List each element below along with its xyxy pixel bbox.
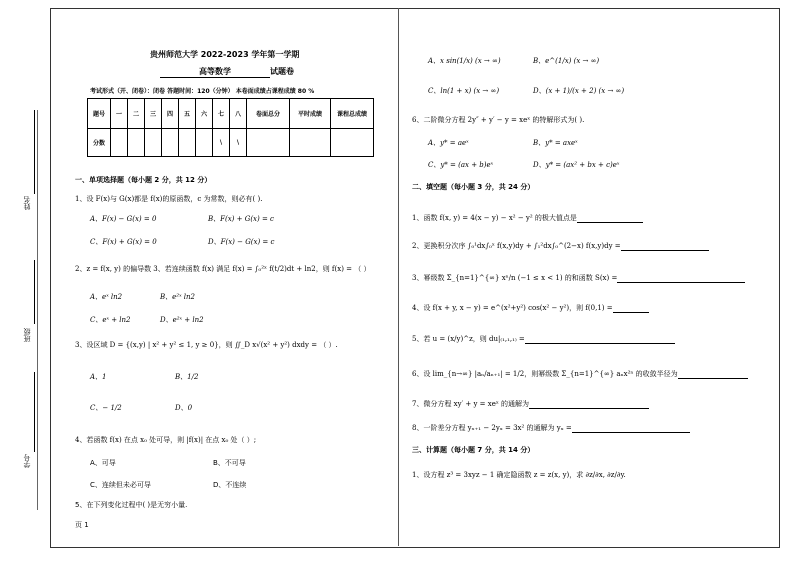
q3-option-d: D、0 [175, 404, 193, 412]
score-cell[interactable] [111, 129, 128, 157]
fill-5 [412, 334, 675, 344]
fill-1-blank[interactable] [577, 214, 643, 223]
q5-option-c: C、ln(1 + x) (x → ∞) [428, 87, 500, 95]
score-header-cell: 卷面总分 [247, 99, 290, 129]
fill-7-text: 7、微分方程 xy′ + y = xeˣ 的通解为 [412, 400, 530, 408]
q4-option-b: B、不可导 [213, 459, 246, 467]
score-header-cell: 题号 [88, 99, 111, 129]
score-header-cell: 八 [230, 99, 247, 129]
name-label: 姓名 [23, 196, 31, 210]
section-3-heading: 三、计算题（每小题 7 分，共 14 分） [412, 446, 535, 454]
q5-option-b: B、e^(1/x) (x → ∞) [533, 57, 600, 65]
score-header-cell: 课程总成绩 [331, 99, 374, 129]
question-4: 4、若函数 f(x) 在点 x₀ 处可导，则 |f(x)| 在点 x₀ 处（ ）; [75, 436, 257, 444]
question-3: 3、设区域 D = {(x,y) | x² + y² ≤ 1, y ≥ 0}，则 ∬_D x√(x² + y²) dxdy = （ ）. [75, 341, 338, 349]
q1-option-b: B、F(x) + G(x) = c [208, 215, 274, 223]
score-header-cell: 一 [111, 99, 128, 129]
q5-option-d: D、(x + 1)/(x + 2) (x → ∞) [533, 87, 625, 95]
fill-8-text: 8、一阶差分方程 yₓ₊₁ − 2yₓ = 3x² 的通解为 yₓ = [412, 424, 572, 432]
score-cell-struck: \ [230, 129, 247, 157]
score-cell[interactable] [290, 129, 331, 157]
question-2: 2、z = f(x, y) 的偏导数 3、若连续函数 f(x) 满足 f(x) = ∫₀²ˣ f(t/2)dt + ln2，则 f(x) = （ ） [75, 265, 371, 273]
fill-4-blank[interactable] [613, 304, 649, 313]
q6-option-a: A、y* = aeˣ [428, 139, 469, 147]
fill-6-blank[interactable] [678, 370, 748, 379]
fill-6-text: 6、设 lim_{n→∞} |aₙ/aₙ₊₁| = 1/2，则幂级数 Σ_{n=1}^{∞} aₙx²ⁿ 的收敛半径为 [412, 370, 678, 378]
q6-option-c: C、y* = (ax + b)eˣ [428, 161, 494, 169]
fill-4-text: 4、设 f(x + y, x − y) = e^(x²+y²) cos(x² − y²)，则 f(0,1) = [412, 304, 613, 312]
fill-4 [412, 303, 649, 313]
name-blank[interactable] [34, 110, 35, 194]
score-cell[interactable] [145, 129, 162, 157]
student-id-label: 学号 [23, 454, 31, 468]
score-cell[interactable] [128, 129, 145, 157]
q1-option-d: D、F(x) − G(x) = c [208, 238, 275, 246]
fill-5-text: 5、若 u = (x/y)^z，则 du|₍₁,₁,₁₎ = [412, 335, 525, 343]
score-cell[interactable] [179, 129, 196, 157]
section-1-heading: 一、单项选择题（每小题 2 分，共 12 分） [75, 176, 212, 184]
fill-1 [412, 213, 643, 223]
score-cell[interactable] [196, 129, 213, 157]
q3-option-a: A、1 [90, 373, 107, 381]
q5-option-a: A、x sin(1/x) (x → ∞) [428, 57, 501, 65]
q2-option-a: A、eˣ ln2 [90, 293, 123, 301]
q3-option-c: C、− 1/2 [90, 404, 122, 412]
q2-option-d: D、e²ˣ + ln2 [160, 316, 204, 324]
fill-3-text: 3、幂级数 Σ_{n=1}^{∞} xⁿ/n (−1 ≤ x < 1) 的和函数 S(x) = [412, 274, 618, 282]
question-6: 6、二阶微分方程 2y″ + y′ − y = xeˣ 的特解形式为( ). [412, 116, 585, 124]
q1-option-a: A、F(x) − G(x) = 0 [90, 215, 157, 223]
score-cell-struck: \ [213, 129, 230, 157]
course-line [160, 66, 294, 78]
question-5: 5、在下列变化过程中( )是无穷小量. [75, 501, 188, 509]
score-header-cell: 七 [213, 99, 230, 129]
school-title: 贵州师范大学 2022-2023 学年第一学期 [150, 50, 300, 59]
score-header-cell: 六 [196, 99, 213, 129]
class-blank[interactable] [34, 260, 35, 324]
score-header-cell: 二 [128, 99, 145, 129]
q1-option-c: C、F(x) + G(x) = 0 [90, 238, 157, 246]
score-header-cell: 四 [162, 99, 179, 129]
course-name: 高等数学 [160, 66, 270, 78]
class-label: 班级 [23, 328, 31, 342]
q6-option-d: D、y* = (ax² + bx + c)eˣ [533, 161, 620, 169]
fill-3-blank[interactable] [617, 274, 745, 283]
paper-type: 试题卷 [270, 67, 294, 76]
score-row-label: 分数 [88, 129, 111, 157]
fill-5-blank[interactable] [525, 335, 675, 344]
binding-line [37, 110, 38, 510]
fill-1-text: 1、函数 f(x, y) = 4(x − y) − x² − y² 的极大值点是 [412, 214, 577, 222]
q6-option-b: B、y* = axeˣ [533, 139, 578, 147]
score-header-cell: 平时成绩 [290, 99, 331, 129]
fill-7-blank[interactable] [529, 400, 649, 409]
score-header-cell: 三 [145, 99, 162, 129]
student-id-blank[interactable] [34, 372, 35, 452]
column-divider [398, 8, 399, 546]
fill-8 [412, 423, 690, 433]
question-1: 1、设 F(x)与 G(x)都是 f(x)的原函数，c 为常数，则必有( ). [75, 195, 263, 203]
fill-3 [412, 273, 745, 283]
score-cell[interactable] [162, 129, 179, 157]
q4-option-c: C、连续但未必可导 [90, 481, 151, 489]
exam-info: 考试形式（开、闭卷）：闭卷 答题时间：120（分钟） 本卷面成绩占课程成绩 80 % [90, 88, 315, 95]
q2-option-c: C、eˣ + ln2 [90, 316, 131, 324]
score-cell[interactable] [247, 129, 290, 157]
fill-7 [412, 399, 649, 409]
calc-question-1: 1、设方程 z³ = 3xyz − 1 确定隐函数 z = z(x, y)，求 ∂z/∂x, ∂z/∂y. [412, 471, 626, 479]
fill-2 [412, 241, 709, 251]
fill-6 [412, 369, 748, 379]
q3-option-b: B、1/2 [175, 373, 199, 381]
fill-2-blank[interactable] [621, 242, 709, 251]
q2-option-b: B、e²ˣ ln2 [160, 293, 196, 301]
fill-2-text: 2、更换积分次序 ∫₀¹dx∫₀ˣ f(x,y)dy + ∫₁²dx∫₀^(2−x) f(x,y)dy = [412, 242, 621, 250]
score-cell[interactable] [331, 129, 374, 157]
page-number: 页 1 [75, 521, 89, 529]
fill-8-blank[interactable] [572, 424, 690, 433]
score-header-cell: 五 [179, 99, 196, 129]
score-table [87, 98, 374, 157]
q4-option-d: D、不连续 [213, 481, 247, 489]
section-2-heading: 二、填空题（每小题 3 分，共 24 分） [412, 183, 535, 191]
q4-option-a: A、可导 [90, 459, 116, 467]
